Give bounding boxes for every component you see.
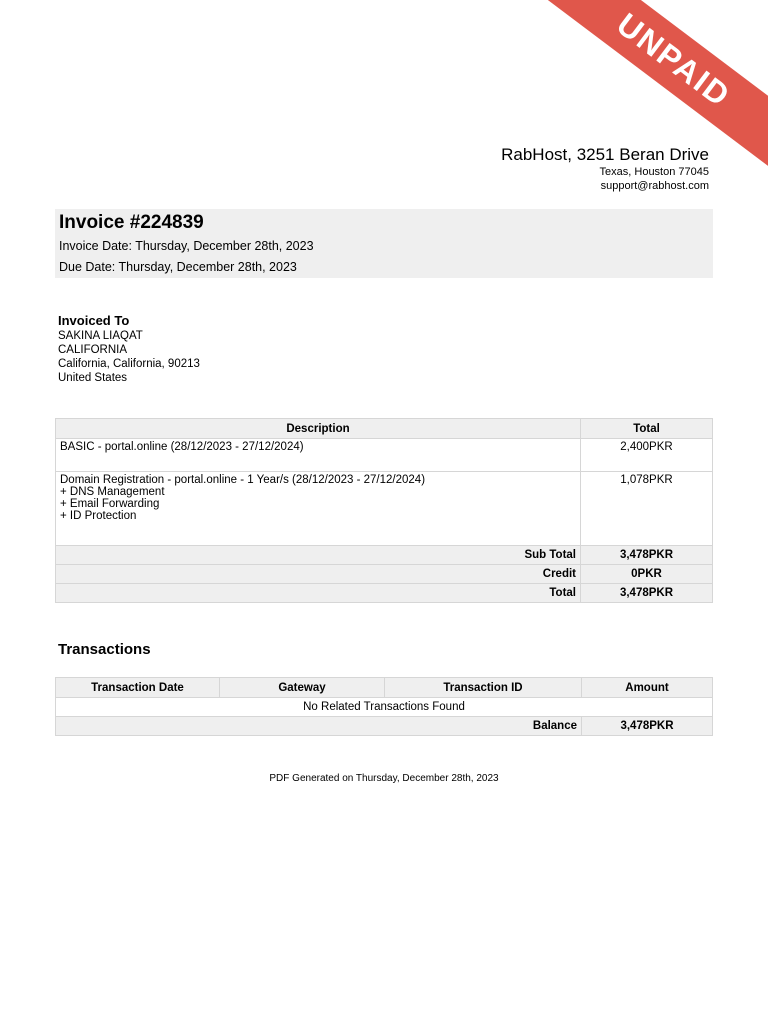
item-total: 2,400PKR: [581, 439, 713, 472]
client-region: CALIFORNIA: [58, 344, 128, 356]
transactions-table: [55, 677, 713, 736]
gateway-header: Gateway: [220, 678, 385, 698]
total-header: Total: [581, 419, 713, 439]
company-address: Texas, Houston 77045: [599, 166, 709, 178]
credit-row: [56, 565, 713, 584]
subtotal-label: Sub Total: [56, 546, 581, 565]
company-email: support@rabhost.com: [600, 180, 709, 192]
item-addon-line: + DNS Management: [60, 486, 165, 498]
amount-header: Amount: [582, 678, 713, 698]
table-row: [56, 472, 713, 546]
item-addon-line: + ID Protection: [60, 510, 137, 522]
item-description: [56, 439, 581, 472]
pdf-generated-note: PDF Generated on Thursday, December 28th, 2023: [269, 773, 499, 784]
subtotal-row: [56, 546, 713, 565]
due-date: Due Date: Thursday, December 28th, 2023: [59, 260, 297, 274]
description-header: Description: [56, 419, 581, 439]
invoiced-to: [58, 312, 200, 385]
table-header-row: [56, 419, 713, 439]
invoice-title: Invoice #224839: [59, 212, 204, 233]
client-name: SAKINA LIAQAT: [58, 330, 143, 342]
invoiced-to-heading: Invoiced To: [58, 313, 130, 328]
invoice-header: [55, 209, 713, 278]
company-name: RabHost, 3251 Beran Drive: [501, 145, 709, 164]
credit-label: Credit: [56, 565, 581, 584]
balance-value: 3,478PKR: [582, 717, 713, 736]
no-transactions-message: No Related Transactions Found: [56, 698, 713, 717]
client-city: California, California, 90213: [58, 358, 200, 370]
table-header-row: [56, 678, 713, 698]
credit-value: 0PKR: [581, 565, 713, 584]
balance-label: Balance: [56, 717, 582, 736]
item-addon-line: + Email Forwarding: [60, 498, 160, 510]
item-description: [56, 472, 581, 546]
balance-row: [56, 717, 713, 736]
item-description-line: BASIC - portal.online (28/12/2023 - 27/12/2024): [60, 441, 304, 453]
company-info: [501, 145, 709, 193]
transaction-date-header: Transaction Date: [56, 678, 220, 698]
item-description-line: Domain Registration - portal.online - 1 Year/s (28/12/2023 - 27/12/2024): [60, 474, 426, 486]
invoice-date: Invoice Date: Thursday, December 28th, 2023: [59, 239, 314, 253]
invoice-items-table: [55, 418, 713, 603]
total-row: [56, 584, 713, 603]
subtotal-value: 3,478PKR: [581, 546, 713, 565]
unpaid-badge: UNPAID: [513, 0, 768, 180]
table-row: [56, 698, 713, 717]
total-label: Total: [56, 584, 581, 603]
table-row: [56, 439, 713, 472]
item-total: 1,078PKR: [581, 472, 713, 546]
transactions-title: Transactions: [58, 641, 151, 658]
client-country: United States: [58, 372, 128, 384]
transaction-id-header: Transaction ID: [385, 678, 582, 698]
total-value: 3,478PKR: [581, 584, 713, 603]
